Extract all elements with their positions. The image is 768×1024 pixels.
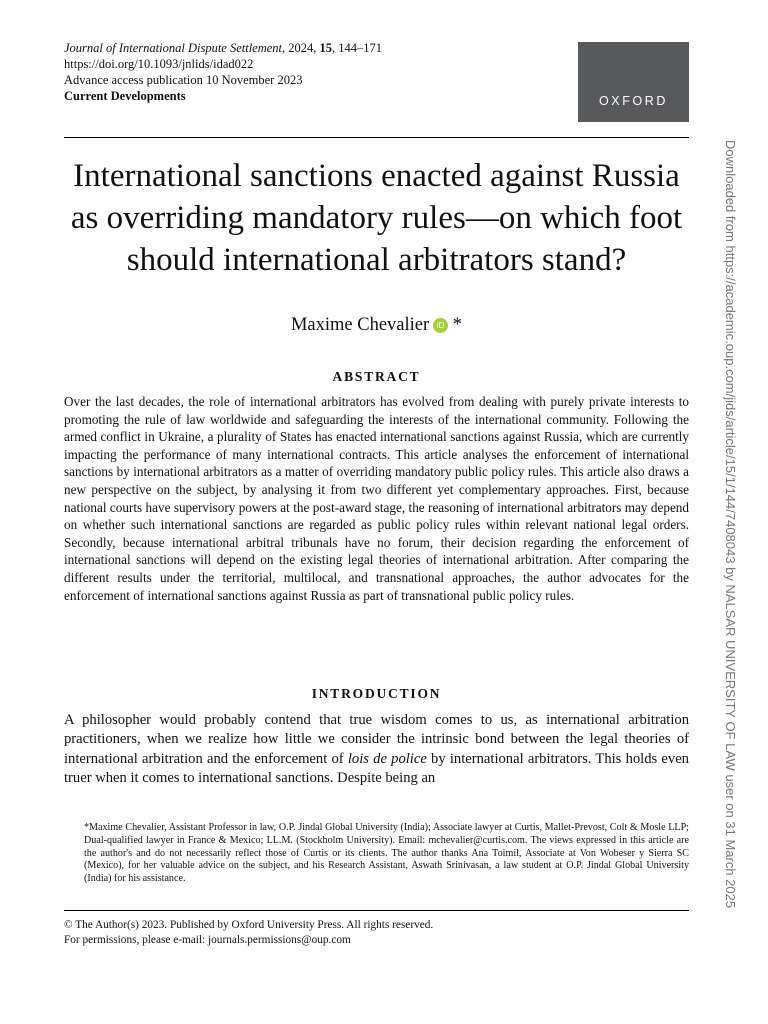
- doi-link[interactable]: https://doi.org/10.1093/jnlids/idad022: [64, 57, 254, 71]
- author-footnote: *Maxime Chevalier, Assistant Professor in law, O.P. Jindal Global University (India); Associate lawyer at Curtis, Mallet-Prevost, Colt & Mosle LLP; Dual-qualified lawyer in France & Mexico; LL.M. (Stockholm University). Email: mchevalier@curtis.com. The views expressed in this article are the author's and do not necessarily reflect those of Curtis or its clients. The author thanks Ana Toimil, Associate at Von Wobeser y Sierra SC (Mexico), for her valuable advice on the subject, and his Research Assistant, Aswath Srinivasan, a law student at O.P. Jindal Global University (India) for his assistance.: [84, 822, 689, 885]
- copyright-line: © The Author(s) 2023. Published by Oxford University Press. All rights reserved.: [64, 919, 434, 931]
- section-label: Current Developments: [64, 89, 186, 103]
- abstract-text: Over the last decades, the role of international arbitrators has evolved from dealing with purely private interests to promoting the rule of law worldwide and safeguarding the interests of the international community. Following the armed conflict in Ukraine, a plurality of States has enacted international sanctions against Russia, which are currently impacting the performance of many international contracts. This article analyses the enforcement of international sanctions by international arbitrators as a matter of overriding mandatory public policy rules. This article also draws a new perspective on the subject, by analysing it from two different yet complementary approaches. First, because national courts have supervisory powers at the post-award stage, the reasoning of international arbitrators may depend on whether such international sanctions are regarded as public policy rules within relevant national legal orders. Secondly, because international arbitral tribunals have no forum, their decision regarding the enforcement of international sanctions will depend on the existing legal theories of international arbitration. After comparing the different results under the territorial, multilocal, and transnational approaches, the author advocates for the enforcement of international sanctions against Russia as part of transnational public policy rules.: [64, 394, 689, 603]
- article-title: International sanctions enacted against Russia as overriding mandatory rules—on which foot should international arbitrators stand?: [70, 158, 683, 278]
- header-divider: [64, 137, 689, 138]
- intro-text-part-1: A philosopher would probably contend that true wisdom comes to us, as international arbitration practitioners, when we realize how little we consider the intrinsic bond between the legal theories of international arbitration and the enforcement of: [64, 712, 689, 767]
- journal-header: [64, 40, 484, 104]
- author-line: [64, 313, 689, 337]
- orcid-icon[interactable]: iD: [433, 318, 448, 333]
- oxford-logo: [578, 42, 689, 122]
- footer-divider: [64, 910, 689, 911]
- citation-line: [64, 40, 484, 56]
- intro-italic-term: lois de police: [347, 750, 427, 767]
- copyright-block: [64, 918, 689, 948]
- abstract-heading: ABSTRACT: [332, 369, 421, 384]
- introduction-heading: INTRODUCTION: [311, 686, 442, 701]
- page-range: , 144–171: [332, 41, 383, 55]
- author-footnote-marker: *: [448, 315, 463, 335]
- intro-text-part-2: by international arbitrators. This holds even truer when it comes to international sanctions. Despite being an: [64, 750, 689, 787]
- author-name[interactable]: Maxime Chevalier: [290, 315, 430, 335]
- introduction-paragraph: [64, 711, 689, 789]
- journal-name: Journal of International Dispute Settlement: [64, 41, 283, 55]
- volume-number: 15: [319, 41, 333, 55]
- download-watermark: Downloaded from https://academic.oup.com/jids/article/15/1/144/7408043 by NALSAR UNIVERSITY OF LAW user on 31 March 2025: [723, 140, 738, 909]
- oxford-logo-text: OXFORD: [598, 94, 669, 108]
- citation-year: , 2024,: [282, 41, 320, 55]
- permissions-line: For permissions, please e-mail: journals.permissions@oup.com: [64, 934, 351, 946]
- advance-access-note: Advance access publication 10 November 2023: [64, 73, 303, 87]
